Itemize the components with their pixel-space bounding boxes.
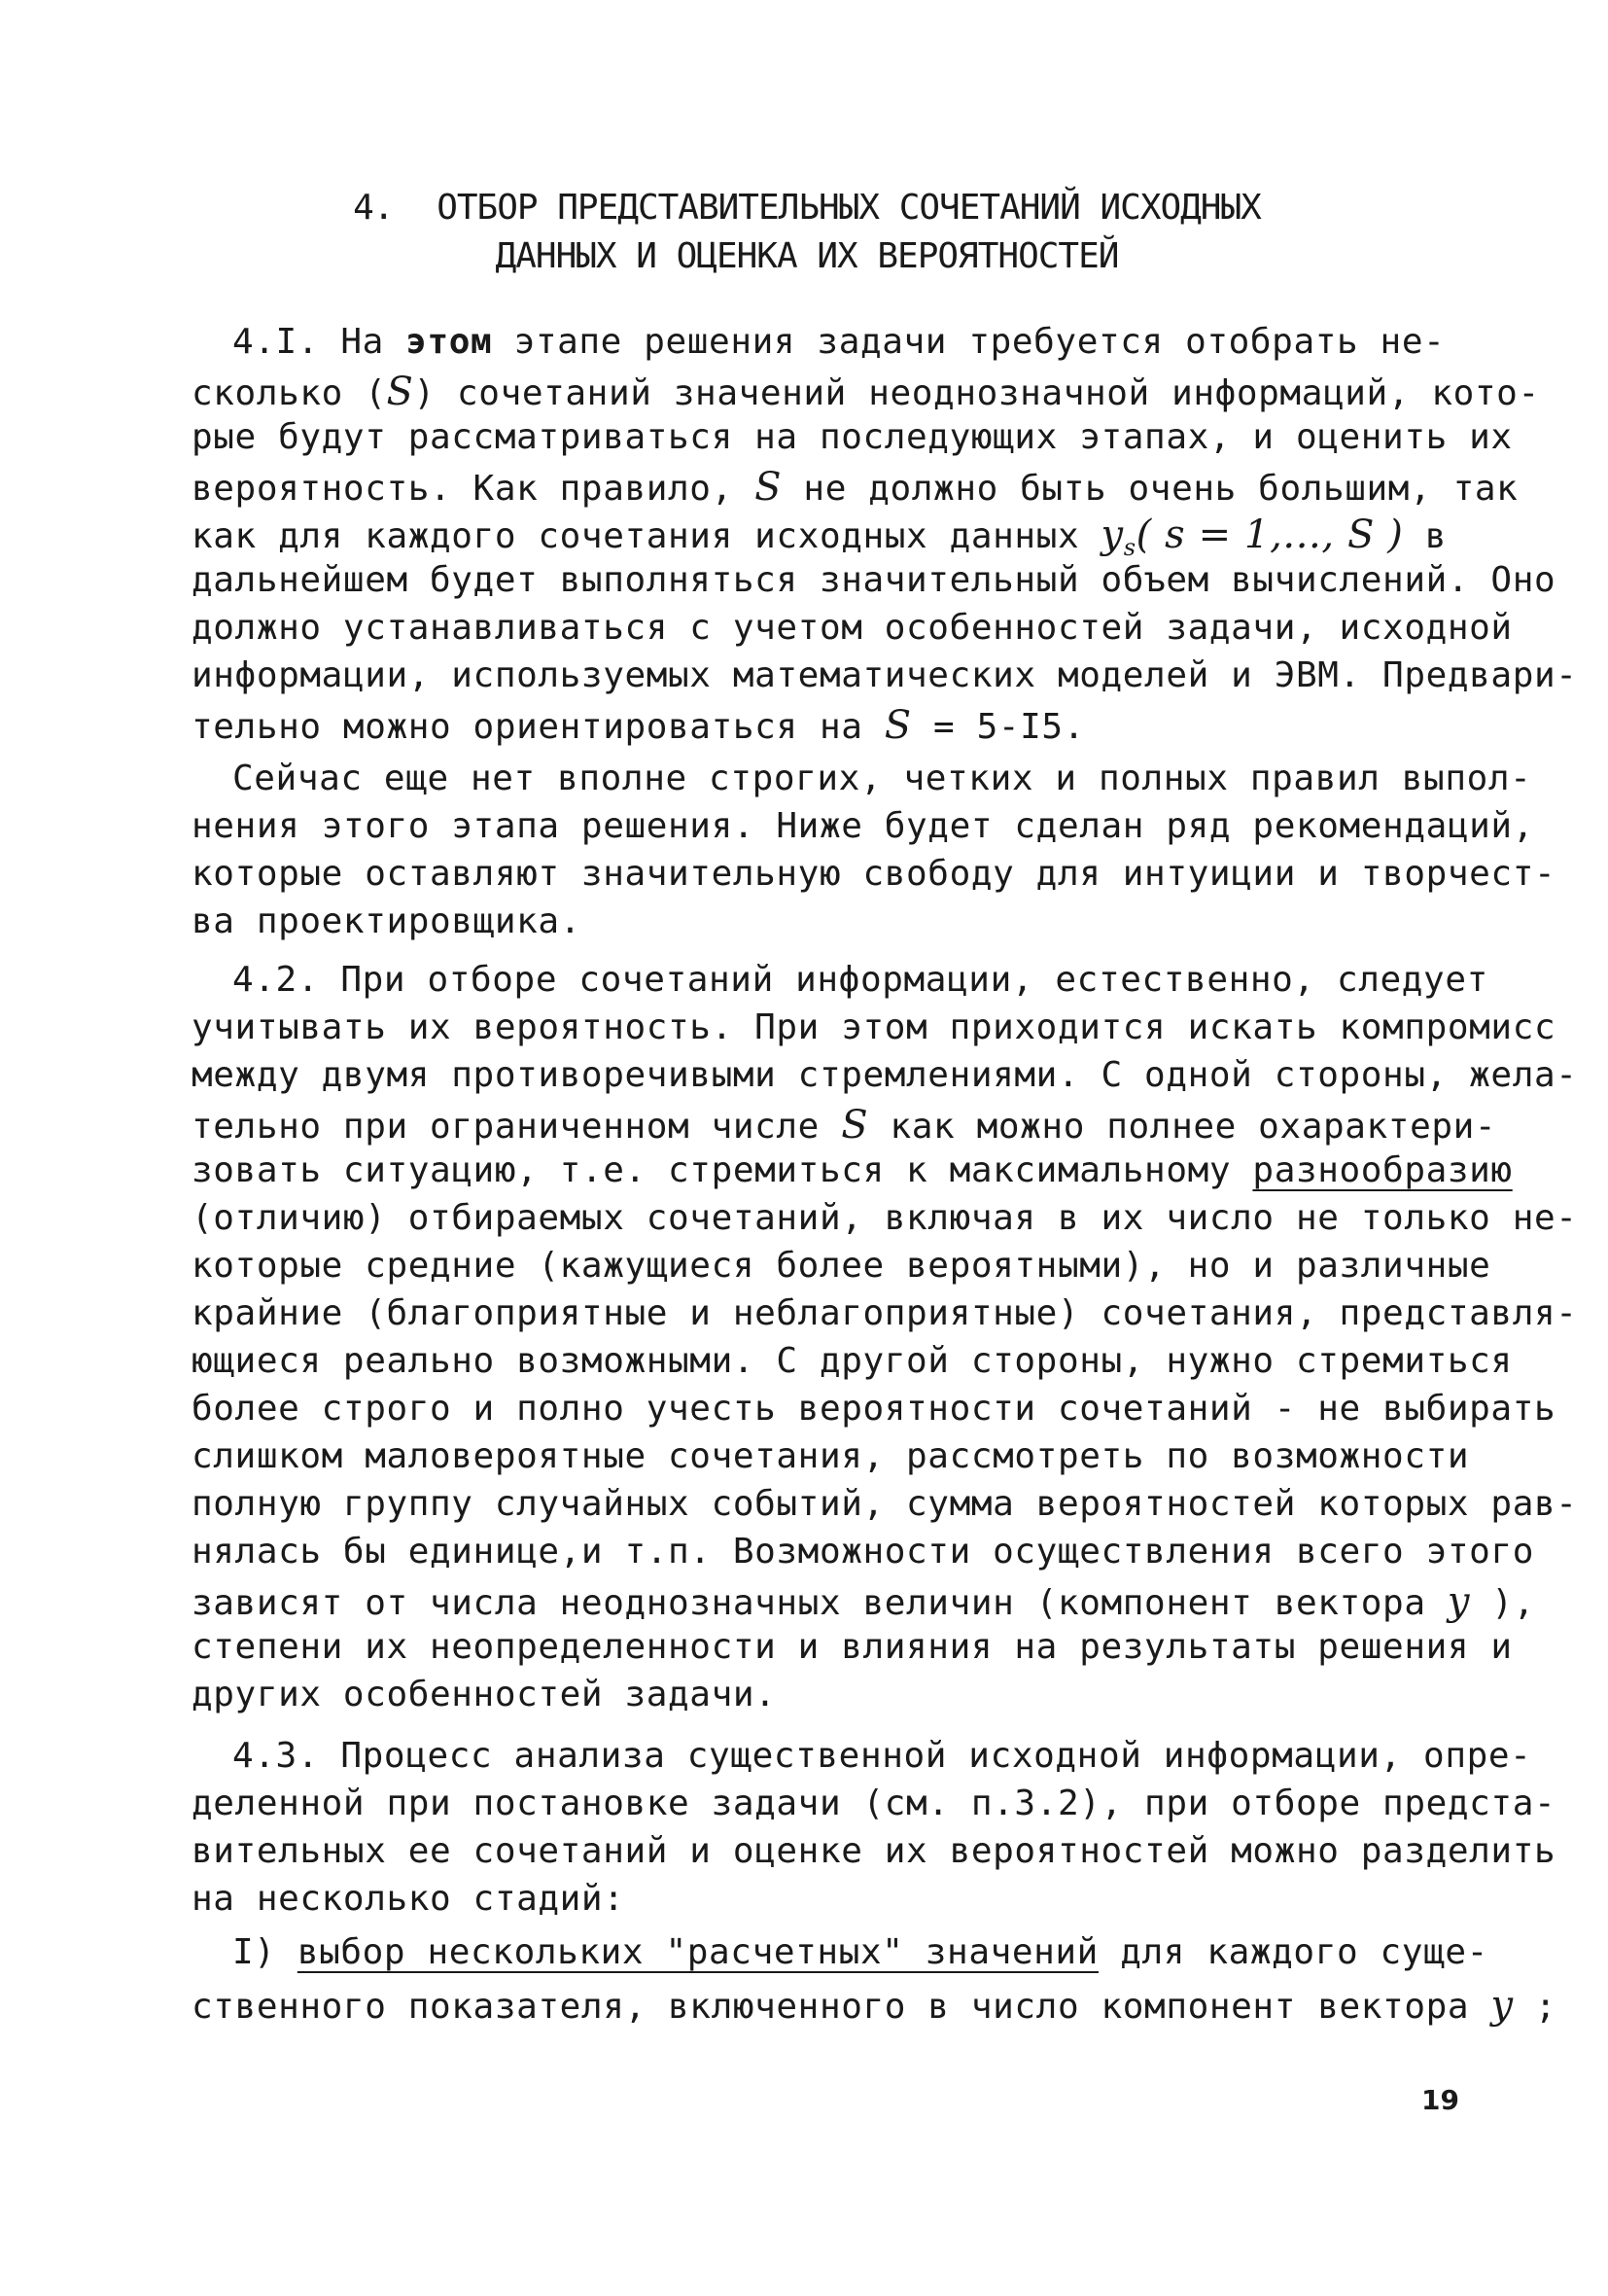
paragraph-4-2-line-4 (192, 1103, 1497, 1148)
paragraph-4-1b-line-1 (232, 761, 1531, 796)
section-title-part2: ДАННЫХ И ОЦЕНКА ИХ ВЕРОЯТНОСТЕЙ (495, 236, 1119, 276)
text-run: 4.3. Процесс анализа существенной исходной информации, опре- (232, 1736, 1532, 1776)
text-run: вероятность. Как правило, (192, 469, 755, 509)
paragraph-4-3-line-4 (192, 1879, 625, 1919)
bold-word: этом (405, 322, 493, 362)
math-symbol-s: S (884, 703, 912, 748)
math-subscript-s: s (1123, 534, 1136, 561)
math-symbol-s: S (754, 465, 783, 510)
math-symbol-y: y (1101, 512, 1124, 557)
paragraph-4-1b-line-2 (192, 806, 1534, 846)
page-number: 19 (1421, 2084, 1459, 2116)
text-run: других особенностей задачи. (192, 1675, 777, 1714)
paragraph-4-1-line-5 (192, 512, 1448, 561)
paragraph-4-2-line-12 (192, 1484, 1578, 1524)
math-symbol-s: S (841, 1103, 869, 1148)
paragraph-4-2-line-7 (192, 1246, 1491, 1286)
text-run: которые средние (кажущиеся более вероятными), но и различные (192, 1246, 1491, 1286)
text-run: которые оставляют значительную свободу для интуиции и творчест- (192, 854, 1556, 894)
paragraph-4-1-line-3 (192, 417, 1513, 457)
section-heading-line1 (321, 188, 1293, 228)
text-run: ственного показателя, включенного в число компонент вектора (192, 1987, 1491, 2027)
text-run: тельно можно ориентироваться на (192, 707, 885, 747)
text-run: (отличию) отбираемых сочетаний, включая в их число не только не- (192, 1198, 1578, 1238)
paragraph-4-2-line-5 (192, 1150, 1513, 1190)
text-run: этапе решения задачи требуется отобрать не- (492, 322, 1446, 362)
paragraph-4-3-line-5 (232, 1932, 1488, 1972)
paragraph-4-1-line-9 (192, 703, 1085, 748)
paragraph-4-1-line-1 (232, 322, 1446, 362)
paragraph-4-1b-line-4 (192, 901, 581, 941)
underlined-phrase: выбор нескольких "расчетных" значений (297, 1932, 1099, 1972)
text-run: слишком маловероятные сочетания, рассмотреть по возможности (192, 1436, 1470, 1476)
paragraph-4-2-line-14 (192, 1579, 1535, 1624)
paragraph-4-2-line-15 (192, 1627, 1513, 1667)
paragraph-4-2-line-9 (192, 1341, 1513, 1381)
paragraph-4-2-line-10 (192, 1389, 1556, 1429)
text-run: зависят от числа неоднозначных величин (компонент вектора (192, 1583, 1448, 1623)
text-run: I) (232, 1932, 297, 1972)
text-run: 4.I. На (232, 322, 406, 362)
text-run: вительных ее сочетаний и оценке их вероятностей можно разделить (192, 1831, 1556, 1871)
paragraph-4-3-line-1 (232, 1736, 1532, 1776)
text-run: рые будут рассматриваться на последующих этапах, и оценить их (192, 417, 1513, 457)
text-run: на несколько стадий: (192, 1879, 625, 1919)
text-run: нения этого этапа решения. Ниже будет сделан ряд рекомендаций, (192, 806, 1534, 846)
text-run: информации, используемых математических моделей и ЭВМ. Предвари- (192, 655, 1578, 695)
paragraph-4-2-line-16 (192, 1675, 777, 1714)
math-range: ( s = 1,..., S ) (1136, 512, 1404, 557)
text-run: ), (1470, 1583, 1535, 1623)
text-run: зовать ситуацию, т.е. стремиться к максимальному (192, 1150, 1253, 1190)
text-run: деленной при постановке задачи (см. п.3.2), при отборе предста- (192, 1784, 1556, 1823)
text-run: ; (1513, 1987, 1557, 2027)
paragraph-4-3-line-3 (192, 1831, 1556, 1871)
math-symbol-y: y (1447, 1579, 1471, 1624)
paragraph-4-2-line-6 (192, 1198, 1578, 1238)
text-run: сколько ( (192, 373, 387, 413)
text-run: между двумя противоречивыми стремлениями. С одной стороны, жела- (192, 1055, 1578, 1095)
paragraph-4-2-line-1 (232, 960, 1488, 1000)
text-run: Сейчас еще нет вполне строгих, четких и полных правил выпол- (232, 759, 1532, 798)
text-run: для каждого суще- (1098, 1932, 1488, 1972)
section-heading-line2 (321, 236, 1293, 276)
math-symbol-s: S (386, 370, 414, 414)
paragraph-4-2-line-13 (192, 1532, 1534, 1572)
text-run: дальнейшем будет выполняться значительный объем вычислений. Оно (192, 560, 1556, 600)
text-run: должно устанавливаться с учетом особенностей задачи, исходной (192, 608, 1513, 648)
section-title-part1: ОТБОР ПРЕДСТАВИТЕЛЬНЫХ СОЧЕТАНИЙ ИСХОДНЫХ (437, 188, 1261, 228)
text-run: как для каждого сочетания исходных данных (192, 516, 1101, 556)
paragraph-4-1-line-7 (192, 608, 1513, 648)
paragraph-4-1-line-2 (192, 370, 1540, 414)
paragraph-4-3-line-6 (192, 1983, 1557, 2028)
text-run: тельно при ограниченном числе (192, 1107, 842, 1147)
paragraph-4-1-line-4 (192, 465, 1519, 510)
text-run: не должно быть очень большим, так (782, 469, 1519, 509)
paragraph-4-2-line-3 (192, 1055, 1578, 1095)
paragraph-4-2-line-2 (192, 1007, 1556, 1047)
text-run: ) сочетаний значений неоднозначной информаций, кото- (413, 373, 1540, 413)
text-run: учитывать их вероятность. При этом приходится искать компромисс (192, 1007, 1556, 1047)
paragraph-4-3-line-2 (192, 1786, 1556, 1821)
text-run: = 5-I5. (911, 707, 1085, 747)
text-run: более строго и полно учесть вероятности сочетаний - не выбирать (192, 1389, 1556, 1429)
underlined-word: разнообразию (1252, 1150, 1513, 1190)
paragraph-4-2-line-11 (192, 1436, 1470, 1476)
paragraph-4-1-line-8 (192, 655, 1578, 695)
text-run: в (1403, 516, 1448, 556)
text-run: крайние (благоприятные и неблагоприятные) сочетания, представля- (192, 1293, 1578, 1333)
text-run: ющиеся реально возможными. С другой стороны, нужно стремиться (192, 1341, 1513, 1381)
text-run: 4.2. При отборе сочетаний информации, естественно, следует (232, 960, 1488, 1000)
paragraph-4-1-line-6 (192, 560, 1556, 600)
text-run: степени их неопределенности и влияния на результаты решения и (192, 1627, 1513, 1667)
text-run: ва проектировщика. (192, 901, 581, 941)
text-run: как можно полнее охарактери- (868, 1107, 1497, 1147)
math-symbol-y: y (1490, 1983, 1514, 2028)
text-run: полную группу случайных событий, сумма вероятностей которых рав- (192, 1484, 1578, 1524)
paragraph-4-2-line-8 (192, 1293, 1578, 1333)
section-number: 4. (353, 188, 394, 228)
text-run: нялась бы единице,и т.п. Возможности осуществления всего этого (192, 1532, 1534, 1572)
paragraph-4-1b-line-3 (192, 854, 1556, 894)
